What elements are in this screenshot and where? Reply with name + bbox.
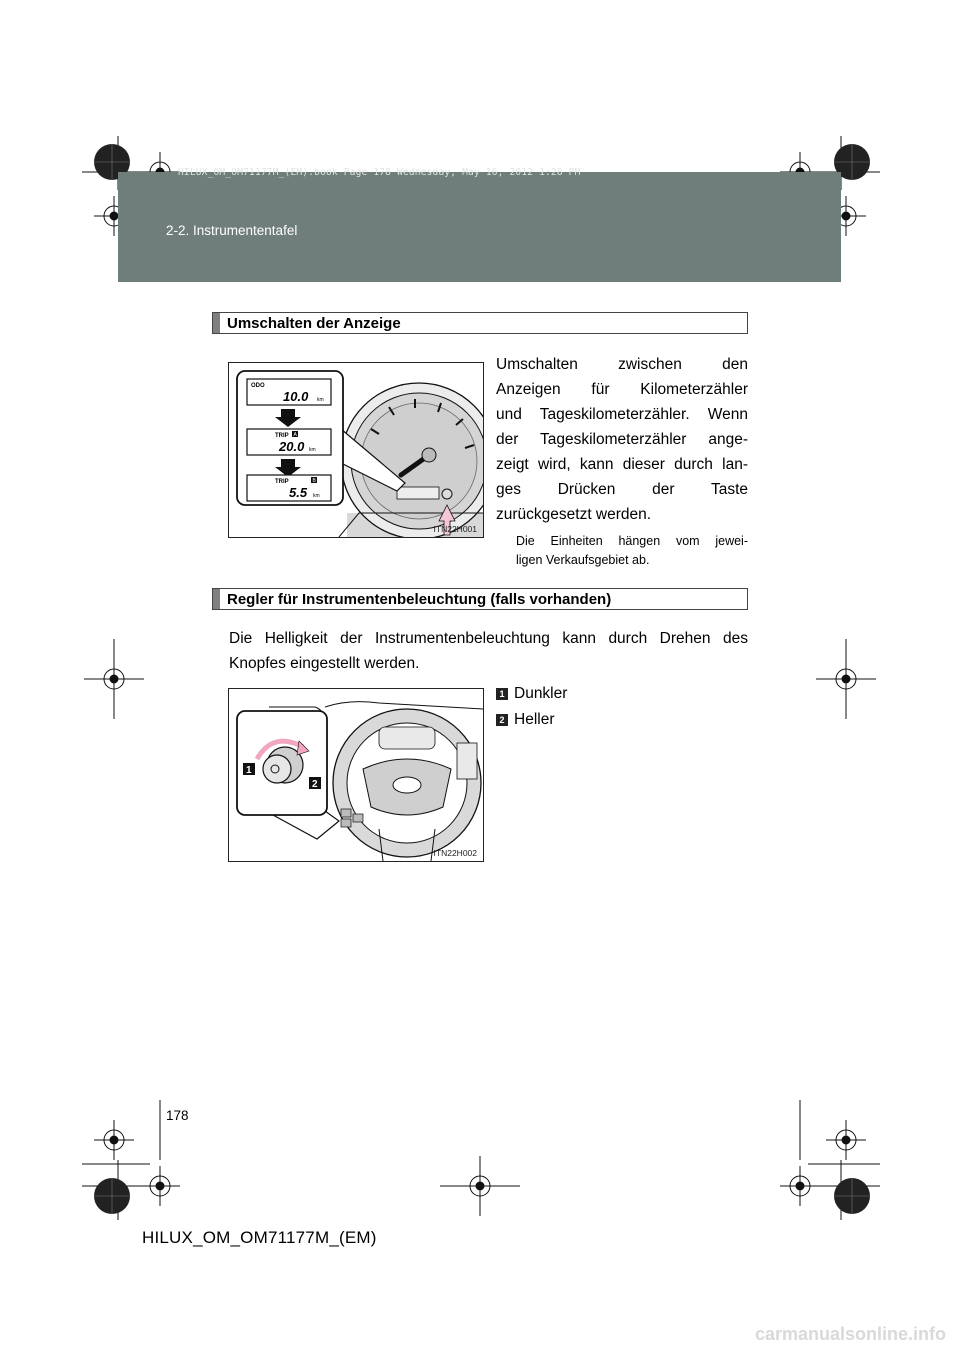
heading-marker (213, 313, 220, 333)
display-trip-a (247, 429, 331, 455)
text-line: Knopfes eingestellt werden. (229, 655, 420, 672)
text-line: zeigt wird, kann dieser durch lan- (496, 456, 748, 473)
svg-text:km: km (309, 447, 316, 453)
heading-marker (213, 589, 220, 609)
text-line: zurückgesetzt werden. (496, 506, 652, 523)
print-info: HILUX_OM_OM71177M_(EM).book Page 178 Wednesday, May 16, 2012 1:28 PM (178, 167, 581, 178)
text-line: Umschalten zwischen den (496, 356, 748, 373)
svg-text:5.5: 5.5 (289, 485, 308, 500)
svg-text:10.0: 10.0 (283, 389, 309, 404)
svg-text:B: B (312, 478, 316, 484)
section-label: 2-2. Instrumententafel (166, 223, 298, 238)
figure-odometer-display (228, 362, 484, 538)
legend-item-brighter (496, 711, 554, 729)
legend-label: Dunkler (514, 685, 568, 702)
figure-code: ITN22H002 (433, 848, 477, 858)
text-line: der Tageskilometerzähler ange- (496, 431, 748, 448)
section-heading-display-switch (212, 312, 748, 334)
svg-text:20.0: 20.0 (279, 439, 305, 454)
section-title: Regler für Instrumentenbeleuchtung (falls vorhanden) (227, 591, 612, 608)
text-line: und Tageskilometerzähler. Wenn (496, 406, 748, 423)
figure-code: ITN22H001 (433, 524, 477, 534)
legend-item-darker (496, 685, 567, 703)
number-badge: 1 (496, 688, 508, 700)
number-badge: 2 (496, 714, 508, 726)
odometer-illustration (229, 363, 483, 537)
section1-text (496, 352, 748, 527)
section-title: Umschalten der Anzeige (227, 315, 401, 332)
display-trip-b (247, 475, 331, 501)
page-number: 178 (166, 1108, 189, 1123)
text-line: ges Drücken der Taste (496, 481, 748, 498)
svg-text:ODO: ODO (251, 383, 265, 389)
section-heading-brightness (212, 588, 748, 610)
text-line: Die Helligkeit der Instrumentenbeleuchtung kann durch Drehen des (229, 630, 748, 647)
svg-text:km: km (317, 397, 324, 403)
display-odo (247, 379, 331, 405)
note-line: Die Einheiten hängen vom jewei- (516, 534, 748, 548)
text-line: Anzeigen für Kilometerzähler (496, 381, 748, 398)
brightness-knob-illustration (229, 689, 483, 861)
section1-note (516, 532, 748, 570)
document-code: HILUX_OM_OM71177M_(EM) (142, 1228, 377, 1247)
legend-label: Heller (514, 711, 555, 728)
svg-text:1: 1 (246, 765, 252, 776)
svg-text:TRIP: TRIP (275, 479, 289, 485)
figure-brightness-knob (228, 688, 484, 862)
svg-text:km: km (313, 493, 320, 499)
svg-text:A: A (293, 432, 297, 438)
svg-text:TRIP: TRIP (275, 433, 289, 439)
note-line: ligen Verkaufsgebiet ab. (516, 553, 650, 567)
footer-watermark: carmanualsonline.info (754, 1324, 946, 1344)
section2-text (229, 626, 748, 676)
svg-text:2: 2 (312, 779, 318, 790)
